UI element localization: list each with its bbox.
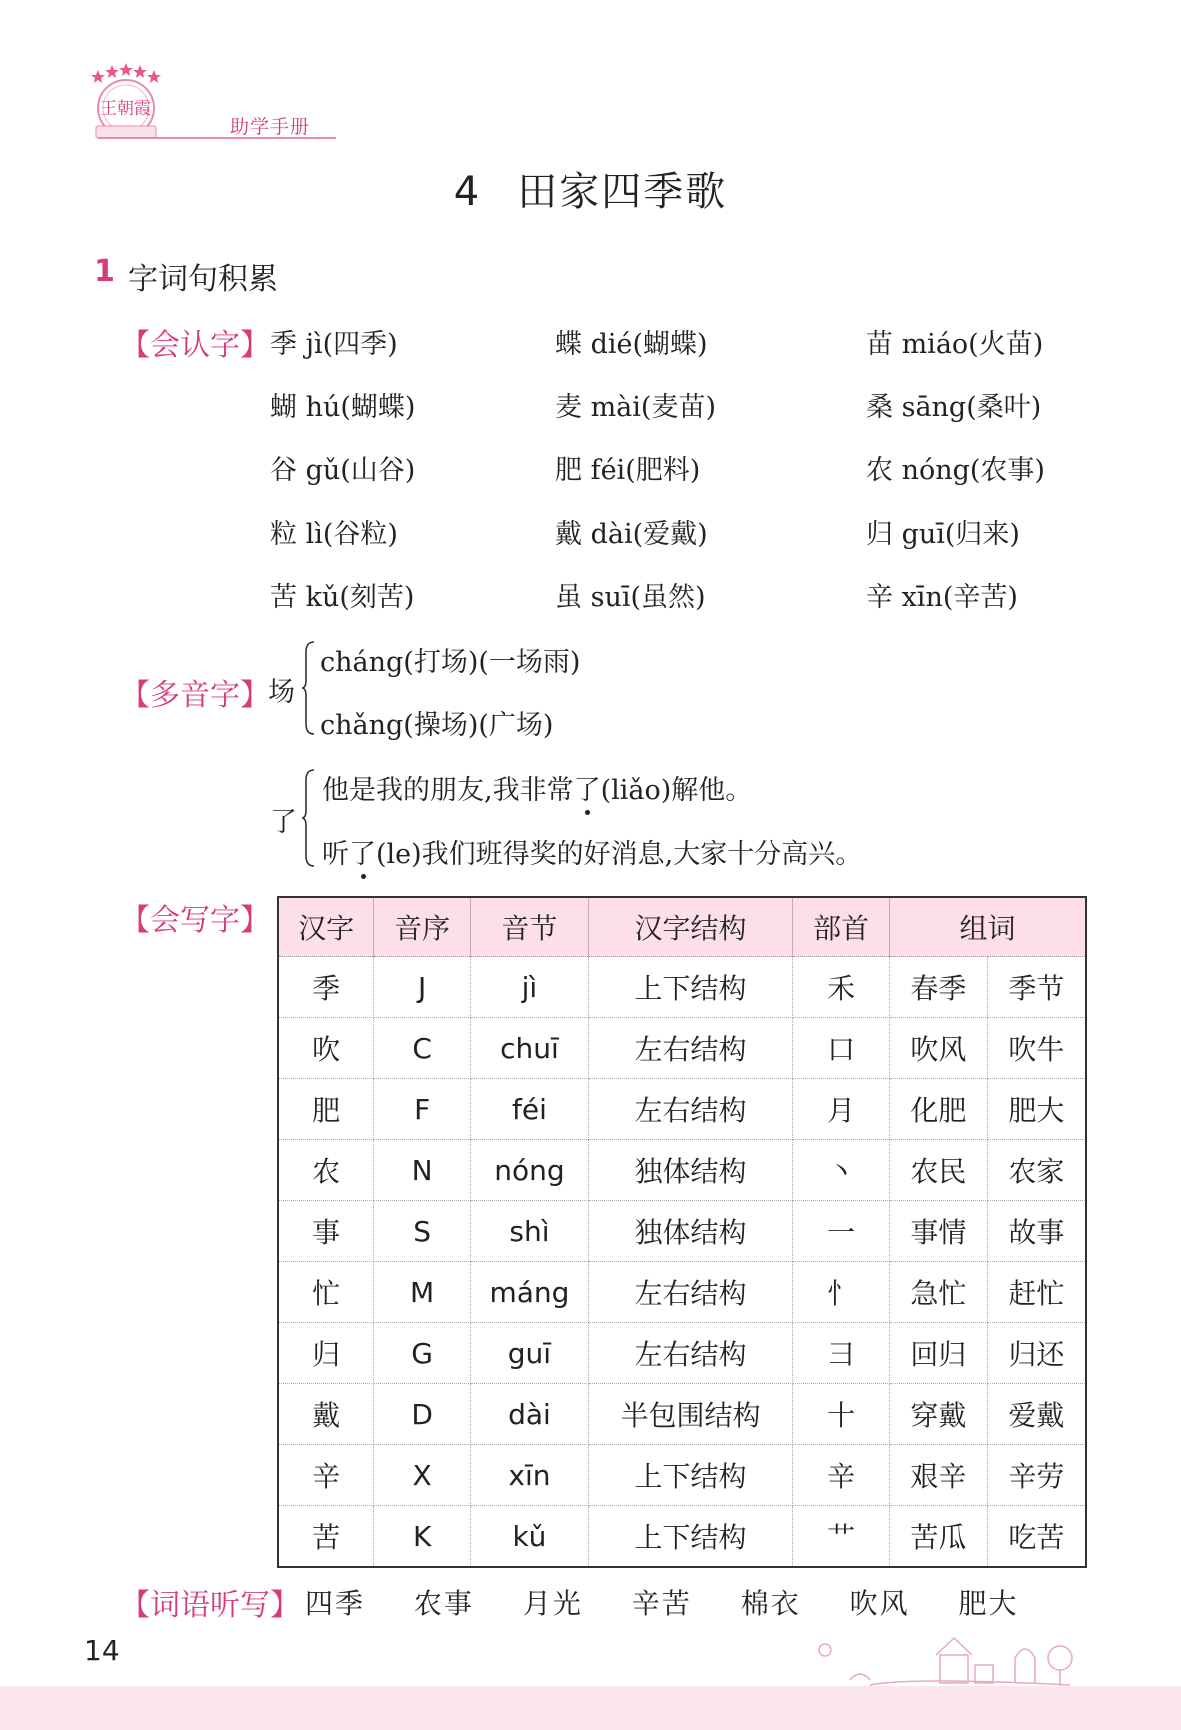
table-cell: S [374, 1201, 471, 1262]
table-cell: 忙 [278, 1262, 374, 1323]
sentence-text: 他是我的朋友,我非常 [322, 775, 574, 806]
table-cell: 农 [278, 1140, 374, 1201]
table-row [278, 1323, 1086, 1384]
table-cell: xīn [471, 1445, 589, 1506]
footer-band [0, 1686, 1181, 1730]
list-item: 农 nóng(农事) [866, 455, 1045, 486]
list-item: 苦 kǔ(刻苦) [270, 582, 415, 613]
dictation-label: 【词语听写】 [120, 1588, 300, 1623]
table-cell: 化肥 [889, 1079, 987, 1140]
table-cell: 辛劳 [987, 1445, 1086, 1506]
table-cell: 辛 [278, 1445, 374, 1506]
table-cell: shì [471, 1201, 589, 1262]
table-cell: 苦瓜 [889, 1506, 987, 1568]
table-cell: 左右结构 [588, 1018, 792, 1079]
table-cell: 穿戴 [889, 1384, 987, 1445]
table-cell: 春季 [889, 957, 987, 1018]
column-header: 部首 [793, 897, 890, 957]
sentence-text: (liǎo)解他。 [600, 775, 753, 806]
table-row [278, 1506, 1086, 1568]
list-item: 苗 miáo(火苗) [866, 329, 1044, 360]
table-cell: 艰辛 [889, 1445, 987, 1506]
logo-text: 王朝霞 [100, 99, 151, 119]
dictation-word: 月光 [522, 1587, 583, 1620]
table-cell: 归还 [987, 1323, 1086, 1384]
dictation-word: 四季 [305, 1587, 366, 1620]
table-cell: K [374, 1506, 471, 1568]
table-cell: D [374, 1384, 471, 1445]
table-cell: 吹牛 [987, 1018, 1086, 1079]
table-cell: nóng [471, 1140, 589, 1201]
section-number: 1 [94, 254, 115, 289]
table-cell: 月 [793, 1079, 890, 1140]
table-cell: C [374, 1018, 471, 1079]
lesson-name: 田家四季歌 [517, 169, 728, 215]
polyphone-le-sentence2 [322, 832, 862, 871]
table-cell: 半包围结构 [588, 1384, 792, 1445]
lesson-title [0, 160, 1181, 217]
column-header: 汉字结构 [588, 897, 792, 957]
list-item: 戴 dài(爱戴) [555, 519, 708, 550]
table-cell: 吹 [278, 1018, 374, 1079]
column-header: 汉字 [278, 897, 374, 957]
column-header: 组词 [889, 897, 1086, 957]
column-header: 音节 [471, 897, 589, 957]
polyphone-char-chang: 场 [268, 677, 295, 708]
section-title: 字词句积累 [128, 262, 278, 297]
lesson-number: 4 [453, 169, 482, 215]
dictation-word: 农事 [413, 1587, 474, 1620]
table-cell: 故事 [987, 1201, 1086, 1262]
brace-icon [302, 640, 316, 736]
table-cell: 独体结构 [588, 1201, 792, 1262]
list-item: 麦 mài(麦苗) [555, 392, 716, 423]
table-cell: dài [471, 1384, 589, 1445]
table-cell: 吹风 [889, 1018, 987, 1079]
table-cell: 一 [793, 1201, 890, 1262]
table-cell: 回归 [889, 1323, 987, 1384]
table-cell: 赶忙 [987, 1262, 1086, 1323]
list-item: 谷 gǔ(山谷) [270, 455, 416, 486]
table-row [278, 1262, 1086, 1323]
list-item: 虽 suī(虽然) [555, 582, 706, 613]
table-cell: 左右结构 [588, 1323, 792, 1384]
table-cell: 事情 [889, 1201, 987, 1262]
table-cell: jì [471, 957, 589, 1018]
table-cell: 归 [278, 1323, 374, 1384]
brace-icon [302, 768, 316, 868]
list-item: 季 jì(四季) [270, 329, 398, 360]
list-item: 桑 sāng(桑叶) [866, 392, 1042, 423]
table-cell: 左右结构 [588, 1079, 792, 1140]
list-item: 归 guī(归来) [866, 519, 1020, 550]
table-cell: 彐 [793, 1323, 890, 1384]
table-cell: 季 [278, 957, 374, 1018]
table-cell: 戴 [278, 1384, 374, 1445]
table-cell: 独体结构 [588, 1140, 792, 1201]
table-row [278, 1140, 1086, 1201]
dictation-word: 吹风 [849, 1587, 910, 1620]
dictation-word: 肥大 [958, 1587, 1019, 1620]
sentence-text: (le)我们班得奖的好消息,大家十分高兴。 [376, 839, 863, 870]
table-cell: 禾 [793, 957, 890, 1018]
huixiezi-label: 【会写字】 [120, 903, 270, 938]
table-cell: F [374, 1079, 471, 1140]
table-cell: máng [471, 1262, 589, 1323]
table-cell: 十 [793, 1384, 890, 1445]
table-cell: 丶 [793, 1140, 890, 1201]
table-row [278, 1445, 1086, 1506]
table-row [278, 1384, 1086, 1445]
dictation-words [305, 1582, 1057, 1622]
table-cell: 事 [278, 1201, 374, 1262]
table-cell: 肥大 [987, 1079, 1086, 1140]
table-cell: 吃苦 [987, 1506, 1086, 1568]
list-item: 蝶 dié(蝴蝶) [555, 329, 708, 360]
polyphone-le-sentence1 [322, 768, 752, 807]
list-item: 肥 féi(肥料) [555, 455, 701, 486]
huirenzi-label: 【会认字】 [120, 328, 270, 363]
table-cell: 急忙 [889, 1262, 987, 1323]
table-cell: X [374, 1445, 471, 1506]
table-cell: 艹 [793, 1506, 890, 1568]
table-cell: 上下结构 [588, 1506, 792, 1568]
page-number: 14 [84, 1634, 120, 1667]
list-item: 粒 lì(谷粒) [270, 519, 398, 550]
table-cell: 农民 [889, 1140, 987, 1201]
table-cell: 苦 [278, 1506, 374, 1568]
table-row [278, 1018, 1086, 1079]
table-row [278, 1201, 1086, 1262]
dictation-word: 棉衣 [740, 1587, 801, 1620]
table-cell: chuī [471, 1018, 589, 1079]
duoyinzi-label: 【多音字】 [120, 678, 270, 713]
emphasis-char: 了 [349, 832, 376, 871]
table-cell: 上下结构 [588, 957, 792, 1018]
table-row [278, 957, 1086, 1018]
table-row [278, 1079, 1086, 1140]
list-item: 蝴 hú(蝴蝶) [270, 392, 416, 423]
column-header: 音序 [374, 897, 471, 957]
table-cell: 肥 [278, 1079, 374, 1140]
emphasis-char: 了 [574, 768, 601, 807]
dictation-word: 辛苦 [631, 1587, 692, 1620]
table-cell: J [374, 957, 471, 1018]
table-cell: 上下结构 [588, 1445, 792, 1506]
brand-title: 助学手册 [230, 116, 311, 138]
table-cell: 农家 [987, 1140, 1086, 1201]
table-cell: 左右结构 [588, 1262, 792, 1323]
polyphone-char-le: 了 [270, 807, 297, 838]
sentence-text: 听 [322, 839, 349, 870]
table-cell: M [374, 1262, 471, 1323]
table-cell: féi [471, 1079, 589, 1140]
writing-table [277, 896, 1087, 1568]
footer-illustration-icon [810, 1630, 1080, 1690]
table-cell: N [374, 1140, 471, 1201]
table-header-row [278, 897, 1086, 957]
table-cell: guī [471, 1323, 589, 1384]
table-cell: kǔ [471, 1506, 589, 1568]
table-cell: 季节 [987, 957, 1086, 1018]
table-cell: 辛 [793, 1445, 890, 1506]
table-cell: G [374, 1323, 471, 1384]
polyphone-chang-line1: cháng(打场)(一场雨) [320, 647, 581, 678]
polyphone-chang-line2: chǎng(操场)(广场) [320, 710, 554, 741]
list-item: 辛 xīn(辛苦) [866, 582, 1018, 613]
table-cell: 忄 [793, 1262, 890, 1323]
table-cell: 爱戴 [987, 1384, 1086, 1445]
table-cell: 口 [793, 1018, 890, 1079]
